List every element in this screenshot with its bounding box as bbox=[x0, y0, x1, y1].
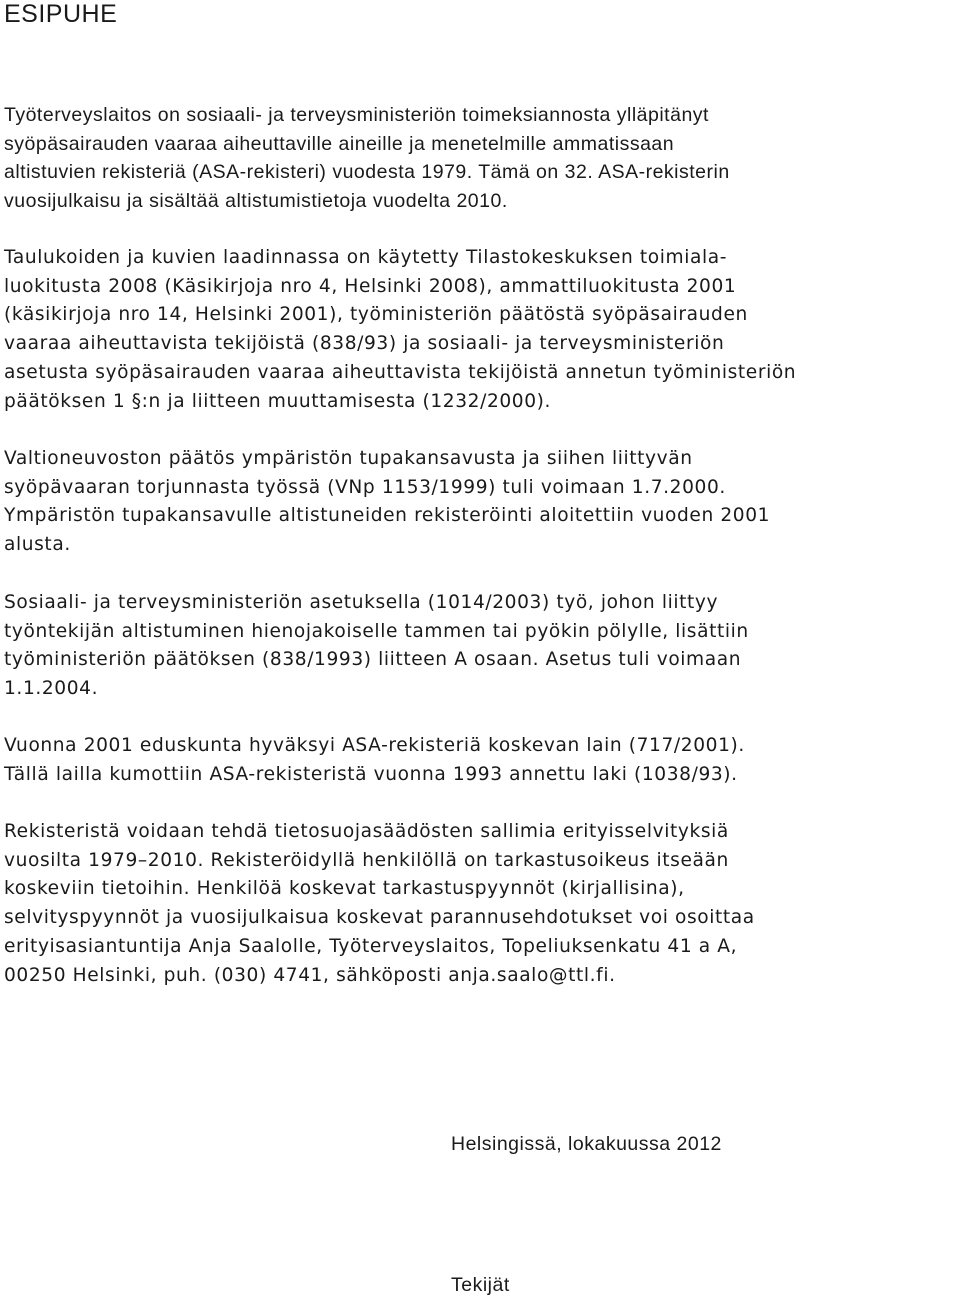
paragraph-line: Rekisteristä voidaan tehdä tietosuojasäädösten sallimia erityisselvityksiä bbox=[4, 821, 729, 842]
paragraph-line: 00250 Helsinki, puh. (030) 4741, sähköposti anja.saalo@ttl.fi. bbox=[4, 964, 616, 986]
page-title: ESIPUHE bbox=[4, 0, 118, 28]
paragraph-line: vuosijulkaisu ja sisältää altistumistietoja vuodelta 2010. bbox=[4, 190, 508, 213]
paragraph-classifications bbox=[4, 244, 954, 416]
paragraph-line: Valtioneuvoston päätös ympäristön tupakansavusta ja siihen liittyvän bbox=[4, 448, 693, 469]
place-date: Helsingissä, lokakuussa 2012 bbox=[451, 1133, 722, 1155]
paragraph-line: Sosiaali- ja terveysministeriön asetuksella (1014/2003) työ, johon liittyy bbox=[4, 592, 719, 613]
paragraph-introduction bbox=[4, 101, 954, 216]
paragraph-line: Vuonna 2001 eduskunta hyväksyi ASA-rekisteriä koskevan lain (717/2001). bbox=[4, 735, 745, 756]
paragraph-law bbox=[4, 732, 954, 789]
paragraph-line: 1.1.2004. bbox=[4, 678, 99, 700]
authors-signature: Tekijät bbox=[451, 1274, 510, 1296]
paragraph-wood-dust bbox=[4, 589, 954, 704]
paragraph-line: erityisasiantuntija Anja Saalolle, Työterveyslaitos, Topeliuksenkatu 41 a A, bbox=[4, 935, 738, 957]
paragraph-line: Taulukoiden ja kuvien laadinnassa on käytetty Tilastokeskuksen toimiala- bbox=[4, 247, 728, 268]
paragraph-line: vuosilta 1979–2010. Rekisteröidyllä henkilöllä on tarkastusoikeus itseään bbox=[4, 849, 729, 871]
paragraph-line: koskeviin tietoihin. Henkilöä koskevat tarkastuspyynnöt (kirjallisina), bbox=[4, 878, 685, 900]
paragraph-line: päätöksen 1 §:n ja liitteen muuttamisesta (1232/2000). bbox=[4, 390, 552, 412]
paragraph-line: syöpäsairauden vaaraa aiheuttaville aineille ja menetelmille ammatissaan bbox=[4, 132, 675, 155]
paragraph-line: vaaraa aiheuttavista tekijöistä (838/93) ja sosiaali- ja terveysministeriön bbox=[4, 333, 725, 355]
paragraph-line: työministeriön päätöksen (838/1993) liitteen A osaan. Asetus tuli voimaan bbox=[4, 649, 742, 671]
paragraph-line: (käsikirjoja nro 14, Helsinki 2001), työministeriön päätöstä syöpäsairauden bbox=[4, 304, 748, 326]
paragraph-line: Ympäristön tupakansavulle altistuneiden rekisteröinti aloitettiin vuoden 2001 bbox=[4, 505, 771, 527]
paragraph-line: Työterveyslaitos on sosiaali- ja terveysministeriön toimeksiannosta ylläpitänyt bbox=[4, 104, 709, 126]
paragraph-line: luokitusta 2008 (Käsikirjoja nro 4, Helsinki 2008), ammattiluokitusta 2001 bbox=[4, 275, 737, 297]
paragraph-line: altistuvien rekisteriä (ASA-rekisteri) vuodesta 1979. Tämä on 32. ASA-rekisterin bbox=[4, 161, 730, 184]
paragraph-line: työntekijän altistuminen hienojakoiselle tammen tai pyökin pölylle, lisättiin bbox=[4, 620, 749, 642]
paragraph-line: selvityspyynnöt ja vuosijulkaisua koskevat parannusehdotukset voi osoittaa bbox=[4, 907, 755, 929]
paragraph-tobacco-smoke bbox=[4, 445, 954, 560]
paragraph-line: syöpävaaran torjunnasta työssä (VNp 1153/1999) tuli voimaan 1.7.2000. bbox=[4, 476, 726, 498]
paragraph-line: asetusta syöpäsairauden vaaraa aiheuttavista tekijöistä annetun työministeriön bbox=[4, 361, 797, 383]
paragraph-line: alusta. bbox=[4, 534, 71, 556]
paragraph-line: Tällä lailla kumottiin ASA-rekisteristä vuonna 1993 annettu laki (1038/93). bbox=[4, 763, 738, 785]
paragraph-contact bbox=[4, 818, 954, 990]
